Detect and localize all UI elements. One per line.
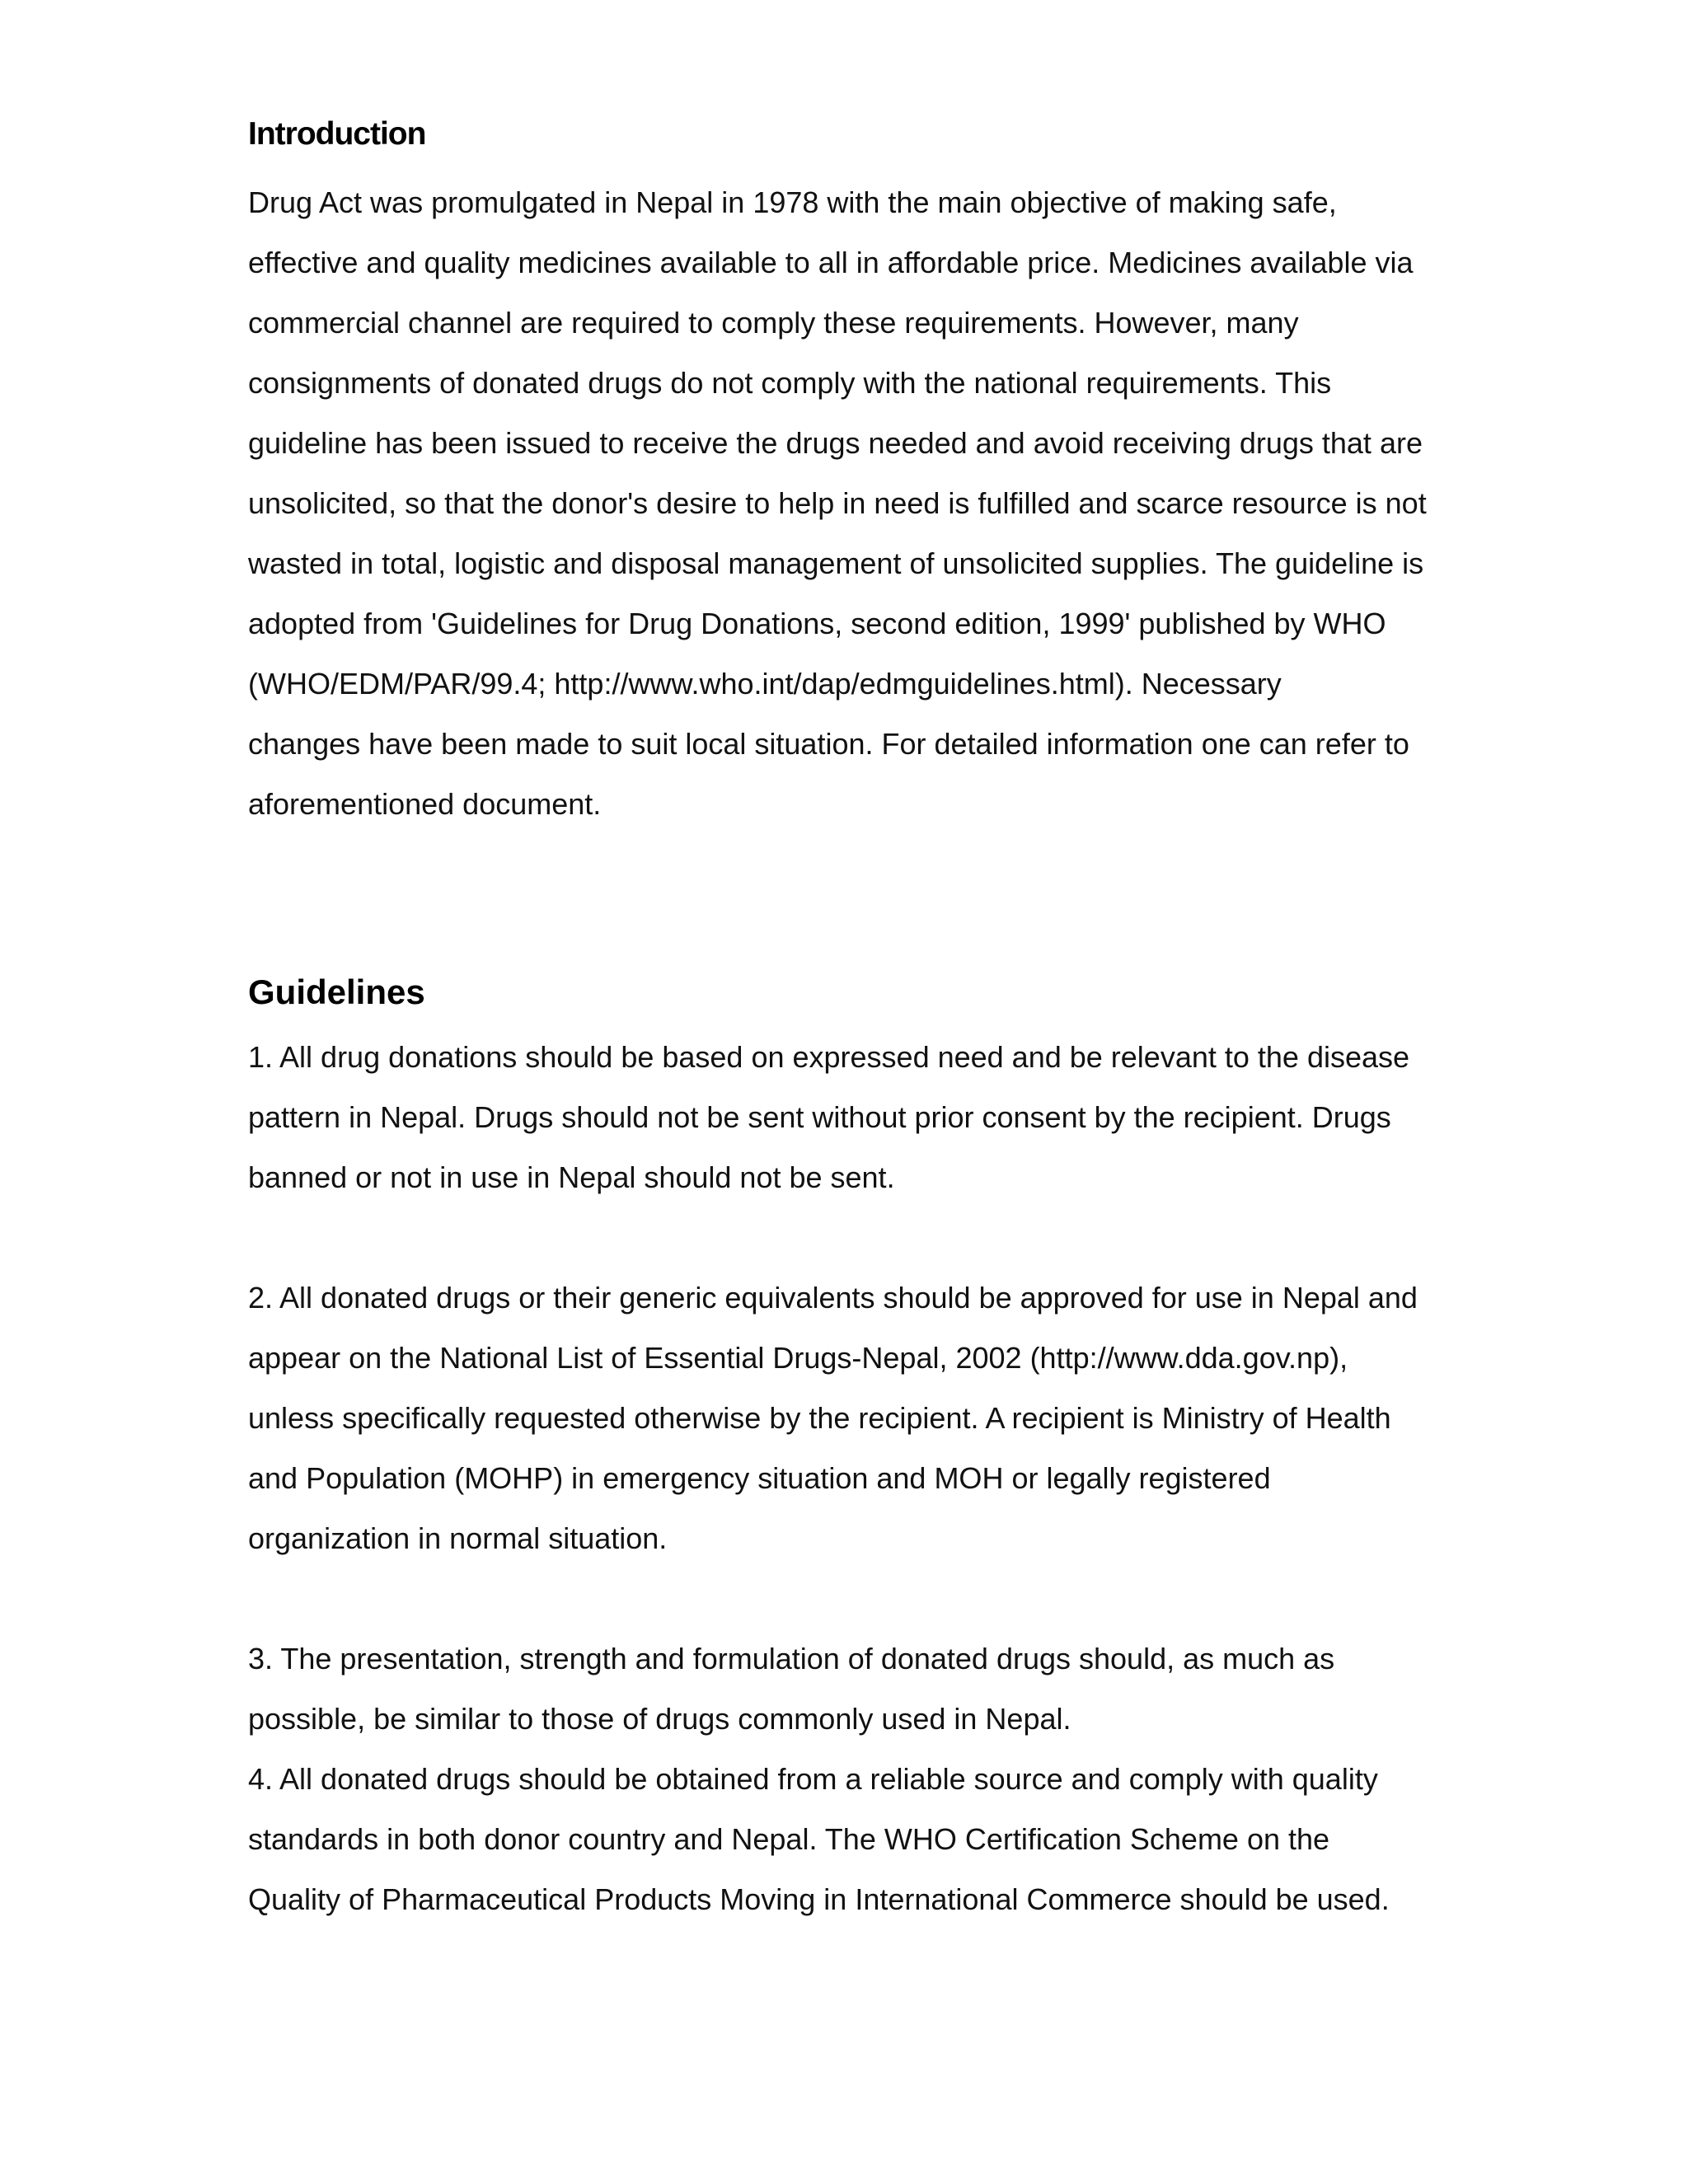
introduction-line: Drug Act was promulgated in Nepal in 1978 with the main objective of making safe, [248,185,1337,219]
introduction-line: guideline has been issued to receive the drugs needed and avoid receiving drugs that are [248,426,1423,460]
introduction-line: effective and quality medicines available to all in affordable price. Medicines available via [248,246,1414,279]
guideline-2-line: organization in normal situation. [248,1521,668,1555]
guideline-3-line: 3. The presentation, strength and formulation of donated drugs should, as much as [248,1642,1335,1675]
guidelines-heading: Guidelines [248,972,425,1011]
introduction-line: aforementioned document. [248,787,602,821]
guideline-2-line: unless specifically requested otherwise by the recipient. A recipient is Ministry of Health [248,1401,1391,1435]
guideline-1-line: 1. All drug donations should be based on expressed need and be relevant to the disease [248,1040,1410,1074]
introduction-line: changes have been made to suit local situation. For detailed information one can refer to [248,727,1409,761]
introduction-line: unsolicited, so that the donor's desire to help in need is fulfilled and scarce resource is not [248,486,1427,520]
introduction-line: adopted from 'Guidelines for Drug Donations, second edition, 1999' published by WHO [248,607,1386,640]
introduction-line: (WHO/EDM/PAR/99.4; http://www.who.int/dap/edmguidelines.html). Necessary [248,667,1282,701]
guideline-4-line: 4. All donated drugs should be obtained from a reliable source and comply with quality [248,1762,1378,1796]
guideline-4-line: standards in both donor country and Nepal. The WHO Certification Scheme on the [248,1822,1330,1856]
guideline-2-line: appear on the National List of Essential Drugs-Nepal, 2002 (http://www.dda.gov.np), [248,1341,1348,1375]
introduction-line: consignments of donated drugs do not comply with the national requirements. This [248,366,1332,400]
guideline-4-line: Quality of Pharmaceutical Products Moving in International Commerce should be used. [248,1882,1390,1916]
introduction-line: commercial channel are required to comply these requirements. However, many [248,306,1299,340]
introduction-heading: Introduction [248,116,426,152]
guideline-2-line: 2. All donated drugs or their generic equivalents should be approved for use in Nepal and [248,1281,1418,1315]
introduction-line: wasted in total, logistic and disposal management of unsolicited supplies. The guideline is [248,546,1424,580]
guideline-3-line: possible, be similar to those of drugs commonly used in Nepal. [248,1702,1071,1736]
guideline-1-line: pattern in Nepal. Drugs should not be sent without prior consent by the recipient. Drugs [248,1100,1391,1134]
guideline-2-line: and Population (MOHP) in emergency situation and MOH or legally registered [248,1461,1271,1495]
guideline-1-line: banned or not in use in Nepal should not be sent. [248,1160,895,1194]
